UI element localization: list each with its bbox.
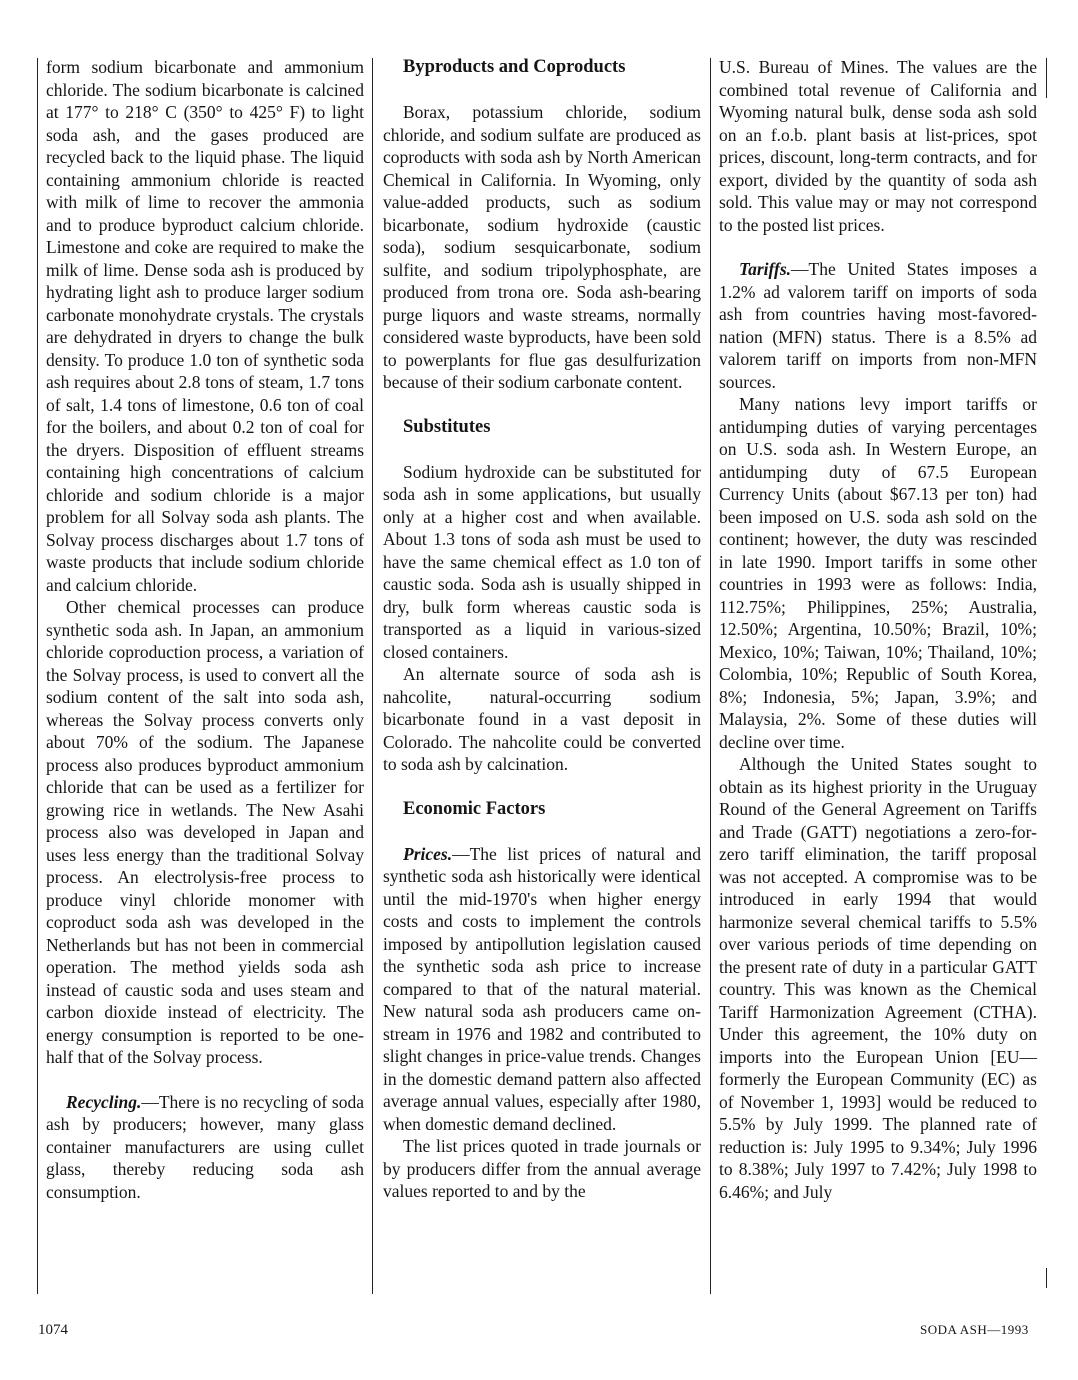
column-rule-1 (372, 58, 373, 1294)
paragraph: Other chemical processes can produce synthetic soda ash. In Japan, an ammonium chloride coproduction process, a variation of the Solvay process, is used to convert all the sodium content of the salt into soda ash, whereas the Solvay process converts only about 70% of the sodium. The Japanese process also produces byproduct ammonium chloride that can be used as a fertilizer for growing rice in wetlands. The New Asahi process also was developed in Japan and uses less energy than the traditional Solvay process. An electrolysis-free process to produce vinyl chloride monomer with coproduct soda ash was developed in the Netherlands but has not been in commercial operation. The method yields soda ash instead of caustic soda and uses steam and carbon dioxide instead of electricity. The energy consumption is reported to be one-half that of the Solvay process. (46, 597, 364, 1067)
column-1 (46, 56, 364, 1203)
run-in-heading: Prices. (403, 843, 453, 864)
paragraph: Many nations levy import tariffs or antidumping duties of varying percentages on U.S. soda ash. In Western Europe, an antidumping duty of 67.5 European Currency Units (about $67.13 per ton) had been imposed on U.S. soda ash sold on the continent; however, the duty was rescinded in late 1990. Import tariffs in some other countries in 1993 were as follows: India, 112.75%; Philippines, 25%; Australia, 12.50%; Argentina, 10.50%; Brazil, 10%; Mexico, 10%; Taiwan, 10%; Thailand, 10%; Colombia, 10%; Republic of South Korea, 8%; Indonesia, 5%; Japan, 3.9%; and Malaysia, 2%. Some of these duties will decline over time. (719, 394, 1037, 752)
tariffs-paragraph (719, 258, 1037, 393)
paragraph: Sodium hydroxide can be substituted for soda ash in some applications, but usually only at a higher cost and when available. About 1.3 tons of soda ash must be used to have the same chemical effect as 1.0 ton of caustic soda. Soda ash is usually shipped in dry, bulk form whereas caustic soda is transported as a liquid in various-sized closed containers. (383, 461, 701, 662)
paragraph: Borax, potassium chloride, sodium chloride, and sodium sulfate are produced as coproducts with soda ash by North American Chemical in California. In Wyoming, only value-added products, such as sodium bicarbonate, sodium hydroxide (caustic soda), sodium sesquicarbonate, sodium sulfite, and sodium tripolyphosphate, are produced from trona ore. Soda ash-bearing purge liquors and waste streams, normally considered waste byproducts, have been sold to powerplants for flue gas desulfurization because of their sodium carbonate content. (383, 102, 701, 392)
paragraph: An alternate source of soda ash is nahcolite, natural-occurring sodium bicarbonate found in a vast deposit in Colorado. The nahcolite could be converted to soda ash by calcination. (383, 664, 701, 774)
section-heading: Substitutes (403, 416, 491, 437)
paragraph-text: —The list prices of natural and synthetic soda ash historically were identical until the mid-1970's when higher energy costs and costs to implement the controls imposed by antipollution legislation caused the synthetic soda ash price to increase compared to that of the natural material. New natural soda ash producers came on-stream in 1976 and 1982 and contributed to slight changes in price-value trends. Changes in the domestic demand pattern also affected average annual values, especially after 1980, when domestic demand declined. (383, 843, 701, 1134)
column-rule-2 (710, 58, 711, 1294)
section-heading: Byproducts and Coproducts (403, 57, 626, 77)
column-rule-right (1046, 58, 1047, 98)
page-number: 1074 (38, 1322, 68, 1338)
spacer (383, 776, 701, 798)
column-3 (719, 56, 1037, 1203)
spacer (383, 821, 701, 843)
paragraph: form sodium bicarbonate and ammonium chloride. The sodium bicarbonate is calcined at 177° to 218° C (350° to 425° F) to light soda ash, and the gases produced are recycled back to the liquid phase. The liquid containing ammonium chloride is reacted with milk of lime to recover the ammonia and to produce byproduct calcium chloride. Limestone and coke are required to make the milk of lime. Dense soda ash is produced by hydrating light ash to produce larger sodium carbonate monohydrate crystals. The crystals are dehydrated in dryers to change the bulk density. To produce 1.0 ton of synthetic soda ash requires about 2.8 tons of steam, 1.7 tons of salt, 1.4 tons of limestone, 0.6 ton of coal for the boilers, and about 0.2 ton of coal for the dryers. Disposition of effluent streams containing high concentrations of calcium chloride and sodium chloride is a major problem for all Solvay soda ash plants. The Solvay process discharges about 1.7 tons of waste products that include sodium chloride and calcium chloride. (46, 57, 364, 595)
spacer (719, 236, 1037, 258)
paragraph: The list prices quoted in trade journals or by producers differ from the annual average values reported to and by the (383, 1136, 701, 1201)
run-in-heading: Tariffs. (739, 259, 792, 279)
paragraph: Although the United States sought to obtain as its highest priority in the Uruguay Round of the General Agreement on Tariffs and Trade (GATT) negotiations a zero-for-zero tariff elimination, the tariff proposal was not accepted. A compromise was to be introduced in early 1994 that would harmonize several chemical tariffs to 5.5% over various periods of time depending on the present rate of duty in a particular GATT country. This was known as the Chemical Tariff Harmonization Agreement (CTHA). Under this agreement, the 10% duty on imports into the European Union [EU—formerly the European Community (EC) as of November 1, 1993] would be reduced to 5.5% by July 1999. The planned rate of reduction is: July 1995 to 9.34%; July 1996 to 8.38%; July 1997 to 7.42%; July 1998 to 6.46%; and July (719, 754, 1037, 1202)
paragraph-text: —The United States imposes a 1.2% ad valorem tariff on imports of soda ash from countries having most-favored-nation (MFN) status. There is a 8.5% ad valorem tariff on imports from non-MFN sources. (719, 259, 1037, 392)
run-in-heading: Recycling. (66, 1091, 142, 1112)
spacer (46, 1069, 364, 1091)
column-rule-right-bottom (1046, 1268, 1047, 1288)
column-2 (383, 56, 701, 1203)
running-title: SODA ASH—1993 (920, 1322, 1029, 1337)
spacer (383, 79, 701, 101)
column-rule-left (37, 58, 38, 1294)
paragraph-text: —There is no recycling of soda ash by producers; however, many glass container manufacturers are using cullet glass, thereby reducing soda ash consumption. (46, 1091, 364, 1202)
spacer (383, 394, 701, 416)
spacer (383, 439, 701, 461)
section-heading: Economic Factors (403, 798, 546, 819)
paragraph: U.S. Bureau of Mines. The values are the combined total revenue of California and Wyoming natural bulk, dense soda ash sold on an f.o.b. plant basis at list-prices, spot prices, discount, long-term contracts, and for export, divided by the quantity of soda ash sold. This value may or may not correspond to the posted list prices. (719, 57, 1037, 235)
recycling-paragraph (46, 1091, 364, 1204)
prices-paragraph (383, 843, 701, 1136)
